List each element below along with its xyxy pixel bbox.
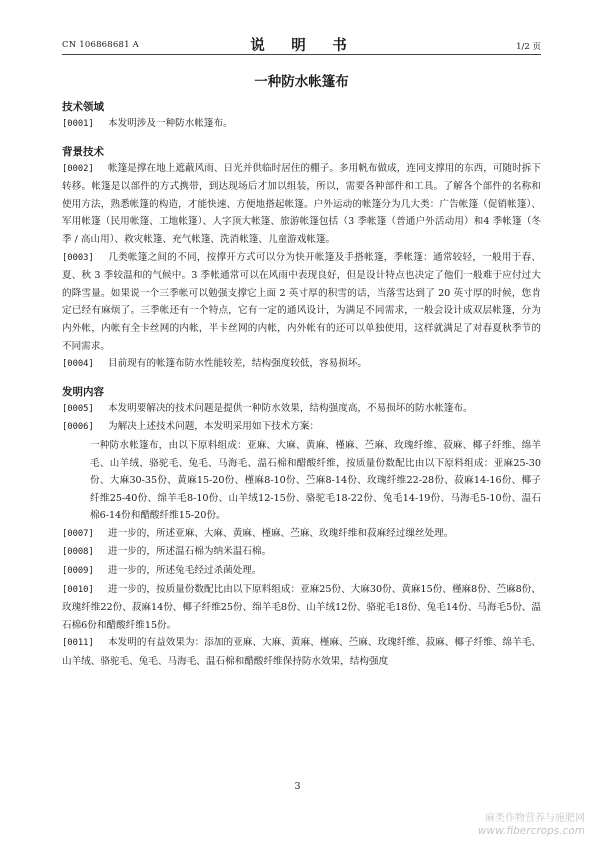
watermark-site-name: 麻类作物营养与施肥网	[485, 813, 585, 824]
paragraph	[62, 581, 541, 635]
paragraph-text: 目前现有的帐篷布防水性能较差，结构强度较低，容易损坏。	[108, 358, 368, 370]
paragraph-number: [0002]	[62, 163, 94, 174]
paragraph-number: [0001]	[62, 119, 94, 129]
header-title: 说 明 书	[250, 37, 353, 54]
watermark-url: www.fibercrops.com	[477, 825, 585, 837]
paragraph	[62, 543, 541, 562]
page-header	[62, 32, 541, 55]
publication-number: CN 106868681 A	[62, 40, 139, 50]
paragraph-text: 本发明要解决的技术问题是提供一种防水效果，结构强度高，不易损坏的防水帐篷布。	[108, 402, 473, 414]
paragraph	[62, 418, 541, 437]
paragraph-number: [0008]	[62, 547, 94, 558]
paragraph-number: [0007]	[62, 528, 94, 539]
paragraph-text: 一种防水帐篷布，由以下原料组成：亚麻、大麻、黄麻、槿麻、苎麻、玫瑰纤维、菽麻、椰子纤维、绵羊毛、山羊绒、骆驼毛、兔毛、马海毛、温石棉和醋酸纤维，按质量份数配比由以下原料组成：亚麻25-30份、大麻30-35份、黄麻15-20份、槿麻8-10份、苎麻8-14份、玫瑰纤维22-28份、菽麻14-16份、椰子纤维25-40份、绵羊毛8-10份、山羊绒12-15份、骆驼毛18-22份、兔毛14-19份、马海毛5-10份、温石棉6-14份和醋酸纤维15-20份。	[90, 439, 541, 522]
paragraph	[62, 160, 541, 249]
paragraph-text: 本发明的有益效果为：添加的亚麻、大麻、黄麻、槿麻、苎麻、玫瑰纤维、菽麻、椰子纤维、绵羊毛、山羊绒、骆驼毛、兔毛、马海毛、温石棉和醋酸纤维保持防水效果，结构强度	[62, 637, 541, 668]
paragraph-text: 帐篷是撑在地上遮蔽风雨、日光并供临时居住的棚子。多用帆布做成，连同支撑用的东西，可随时拆下转移。帐篷是以部件的方式携带，到达现场后才加以组装，所以，需要各种部件和工具。了解各个部件的名称和使用方法，熟悉帐篷的构造，才能快速、方便地搭起帐篷。户外运动的帐篷分为几大类：广告帐篷（促销帐篷）、军用帐篷（民用帐篷、工地帐篷）、人字顶大帐篷、旅游帐篷包括（3 季帐篷（普通户外活动用）和4 季帐篷（冬季 / 高山用）、救灾帐篷、充气帐篷、洗消帐篷、儿童游戏帐篷。	[62, 162, 541, 245]
paragraph	[62, 400, 541, 419]
paragraph	[62, 634, 541, 670]
paragraph	[62, 437, 541, 525]
paragraph	[62, 525, 541, 544]
section-title: 技术领域	[62, 101, 104, 113]
paragraph-text: 进一步的，按质量份数配比由以下原料组成：亚麻25份、大麻30份、黄麻15份、槿麻8份、苎麻8份、玫瑰纤维22份、菽麻14份、椰子纤维25份、绵羊毛8份、山羊绒12份、骆驼毛18份、兔毛14份、马海毛5份、温石棉6份和醋酸纤维15份。	[62, 583, 541, 631]
paragraph-number: [0005]	[62, 403, 94, 414]
section-title: 发明内容	[62, 385, 104, 398]
paragraph-number: [0011]	[62, 638, 94, 649]
document-body	[62, 100, 541, 671]
document-title: 一种防水帐篷布	[254, 74, 349, 90]
paragraph	[62, 355, 541, 374]
paragraph-number: [0003]	[62, 252, 94, 263]
site-watermark	[478, 812, 585, 838]
paragraph-number: [0010]	[62, 584, 94, 595]
paragraph	[62, 249, 541, 356]
paragraph-text: 进一步的，所述亚麻、大麻、黄麻、槿麻、苎麻、玫瑰纤维和菽麻经过缫丝处理。	[108, 527, 454, 539]
paragraph-text: 本发明涉及一种防水帐篷布。	[108, 118, 233, 129]
paragraph-text: 进一步的，所述兔毛经过杀菌处理。	[108, 565, 262, 577]
paragraph	[62, 562, 541, 581]
paragraph-number: [0004]	[62, 359, 94, 370]
paragraph-number: [0006]	[62, 422, 94, 433]
page-number: 3	[294, 781, 301, 792]
paragraph	[62, 115, 541, 134]
paragraph-text: 几类帐篷之间的不同，按撑开方式可以分为快开帐篷及手搭帐篷，季帐篷：通常较轻，一般用于春、夏、秋 3 季较温和的气候中。3 季帐通常可以在风雨中表现良好，但是设计特点也决定了他们一般难于应付过大的降雪量。如果说一个三季帐可以勉强支撑它上面 2 英寸厚的积雪的话，当落雪达到了 20 英寸厚的时候，您肯定已经有麻烦了。三季帐还有一个特点，它有一定的通风设计，为满足不同需求，一般会设计成双层帐篷，分为内外帐，内帐有全卡丝网的内帐，半卡丝网的内帐，内外帐有的还可以单独使用，这样就满足了对春夏秋季节的不同需求。	[62, 251, 541, 352]
page-info: 1/2 页	[516, 42, 541, 52]
section-title: 背景技术	[62, 145, 104, 158]
paragraph-text: 为解决上述技术问题，本发明采用如下技术方案：	[108, 421, 320, 433]
paragraph-text: 进一步的，所述温石棉为纳米温石棉。	[108, 546, 272, 558]
paragraph-number: [0009]	[62, 566, 94, 577]
